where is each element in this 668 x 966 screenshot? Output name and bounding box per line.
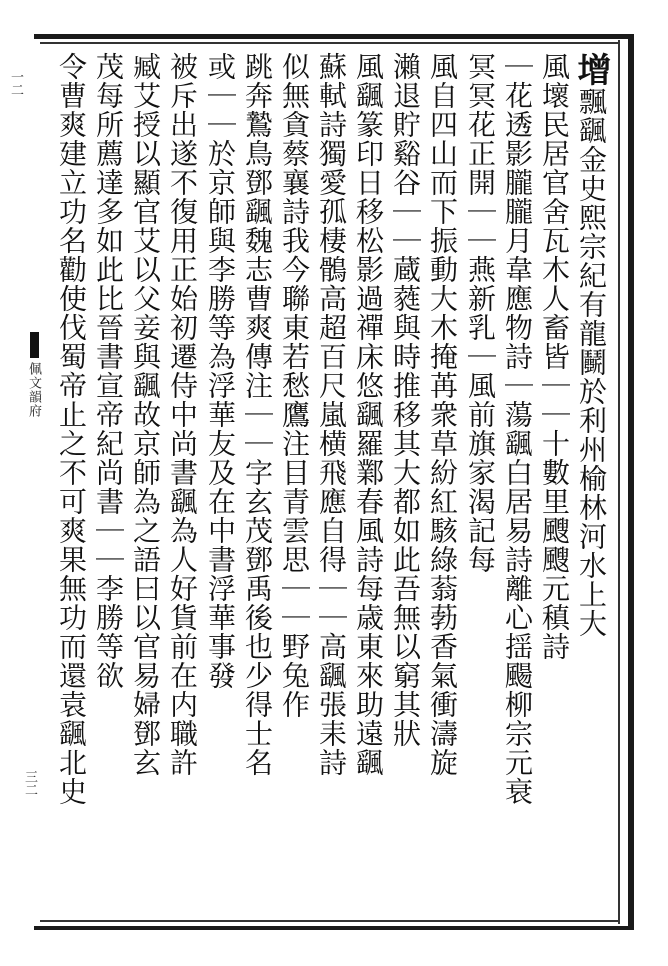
fish-tail-mark	[30, 332, 39, 358]
inner-rule-right	[618, 40, 620, 924]
page-border-right	[628, 34, 634, 930]
column-text: 似無貪蔡襄詩我今聯東若愁鷹注目青雲思｜｜野兔作	[278, 52, 311, 719]
margin-top-mark: 一二	[8, 70, 23, 96]
entry-marker: 增	[571, 52, 611, 87]
page-border-top	[34, 34, 634, 39]
inner-rule-bottom	[40, 920, 618, 922]
column-text: ｜花透影朧朧月韋應物詩｜蕩颻白居易詩離心揺颺柳宗元衰	[501, 52, 534, 806]
page-border-bottom	[34, 926, 634, 930]
text-columns	[48, 52, 614, 916]
column-text: 令曹爽建立功名勸使伐蜀帝止之不可爽果無功而還袁颻北史	[55, 52, 88, 806]
fold-margin	[0, 40, 40, 920]
column-text: 飄颻金史熙宗紀有龍鬭於利州榆林河水上大	[575, 87, 608, 638]
margin-page-number: 三二	[22, 770, 37, 796]
column-text: 冥冥花正開｜｜燕新乳｜風前旗家渴記每	[464, 52, 497, 574]
column-text: 風自四山而下振動大木掩苒衆草紛紅駭綠蓊葧香氣衝濤旋	[426, 52, 459, 777]
column-text: 風颻篆印日移松影過禪床悠颻羅鄴春風詩每歳東來助遠颻	[352, 52, 385, 777]
column-text: 臧艾授以顯官艾以父妾與颻故京師為之語曰以官易婦鄧玄	[129, 52, 162, 777]
margin-book-title: 佩文韻府	[26, 362, 41, 418]
column-text: 跳奔鷙鳥鄧颻魏志曹爽傳注｜｜字玄茂鄧禹後也少得士名	[241, 52, 274, 777]
column-text: 瀨退貯谿谷｜｜蔵蕤與時推移其大都如此吾無以窮其狀	[389, 52, 422, 748]
column-text: 風壞民居官舍瓦木人畜皆｜｜十數里颼颼元稹詩	[538, 52, 571, 661]
inner-rule-top	[40, 42, 618, 44]
text-column	[48, 52, 94, 916]
column-text: 茂每所薦達多如此比晉書宣帝紀尚書｜｜李勝等欲	[92, 52, 125, 690]
column-text: 被斥出遂不復用正始初遷侍中尚書颻為人好貨前在内職許	[166, 52, 199, 777]
column-text: 蘇軾詩獨愛孤棲鶻高超百尺嵐横飛應自得｜｜高颻張耒詩	[315, 52, 348, 777]
column-text: 或｜｜於京師與李勝等為浮華友及在中書浮華事發	[204, 52, 237, 690]
